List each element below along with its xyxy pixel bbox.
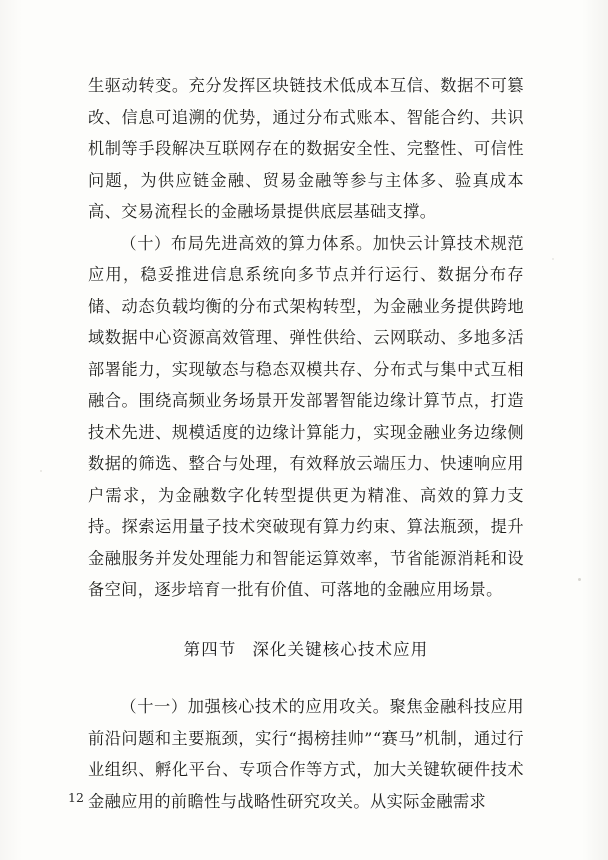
body-paragraph-item-ten: （十）布局先进高效的算力体系。加快云计算技术规范应用，稳妥推进信息系统向多节点并行运行、数据分布存储、动态负载均衡的分布式架构转型，为金融业务提供跨地域数据中心资源高效管理、弹性供给、云网联动、多地多活部署能力，实现敏态与稳态双模共存、分布式与集中式互相融合。围绕高频业务场景开发部署智能边缘计算节点，打造技术先进、规模适度的边缘计算能力，实现金融业务边缘侧数据的筛选、整合与处理，有效释放云端压力、快速响应用户需求，为金融数字化转型提供更为精准、高效的算力支持。探索运用量子技术突破现有算力约束、算法瓶颈，提升金融服务并发处理能力和智能运算效率，节省能源消耗和设备空间，逐步培育一批有价值、可落地的金融应用场景。 xyxy=(88,233,524,599)
scan-speck-icon xyxy=(552,258,554,260)
section-heading-title: 深化关键核心技术应用 xyxy=(252,639,429,659)
page-left-shading xyxy=(0,0,22,860)
section-heading xyxy=(88,634,524,666)
scan-speck-icon xyxy=(40,470,42,472)
page-text-column xyxy=(88,70,524,817)
page-number: 12 xyxy=(68,790,84,805)
page-right-shading xyxy=(582,0,608,860)
scan-speck-icon xyxy=(578,578,581,581)
body-paragraph-continuation: 生驱动转变。充分发挥区块链技术低成本互信、数据不可篡改、信息可追溯的优势，通过分布式账本、智能合约、共识机制等手段解决互联网存在的数据安全性、完整性、可信性问题，为供应链金融、贸易金融等参与主体多、验真成本高、交易流程长的金融场景提供底层基础支撑。 xyxy=(88,76,524,221)
section-heading-number: 第四节 xyxy=(183,639,237,659)
body-paragraph-item-eleven: （十一）加强核心技术的应用攻关。聚焦金融科技应用前沿问题和主要瓶颈，实行“揭榜挂帅”“赛马”机制，通过行业组织、孵化平台、专项合作等方式，加大关键软硬件技术金融应用的前瞻性与战略性研究攻关。从实际金融需求 xyxy=(88,697,524,811)
